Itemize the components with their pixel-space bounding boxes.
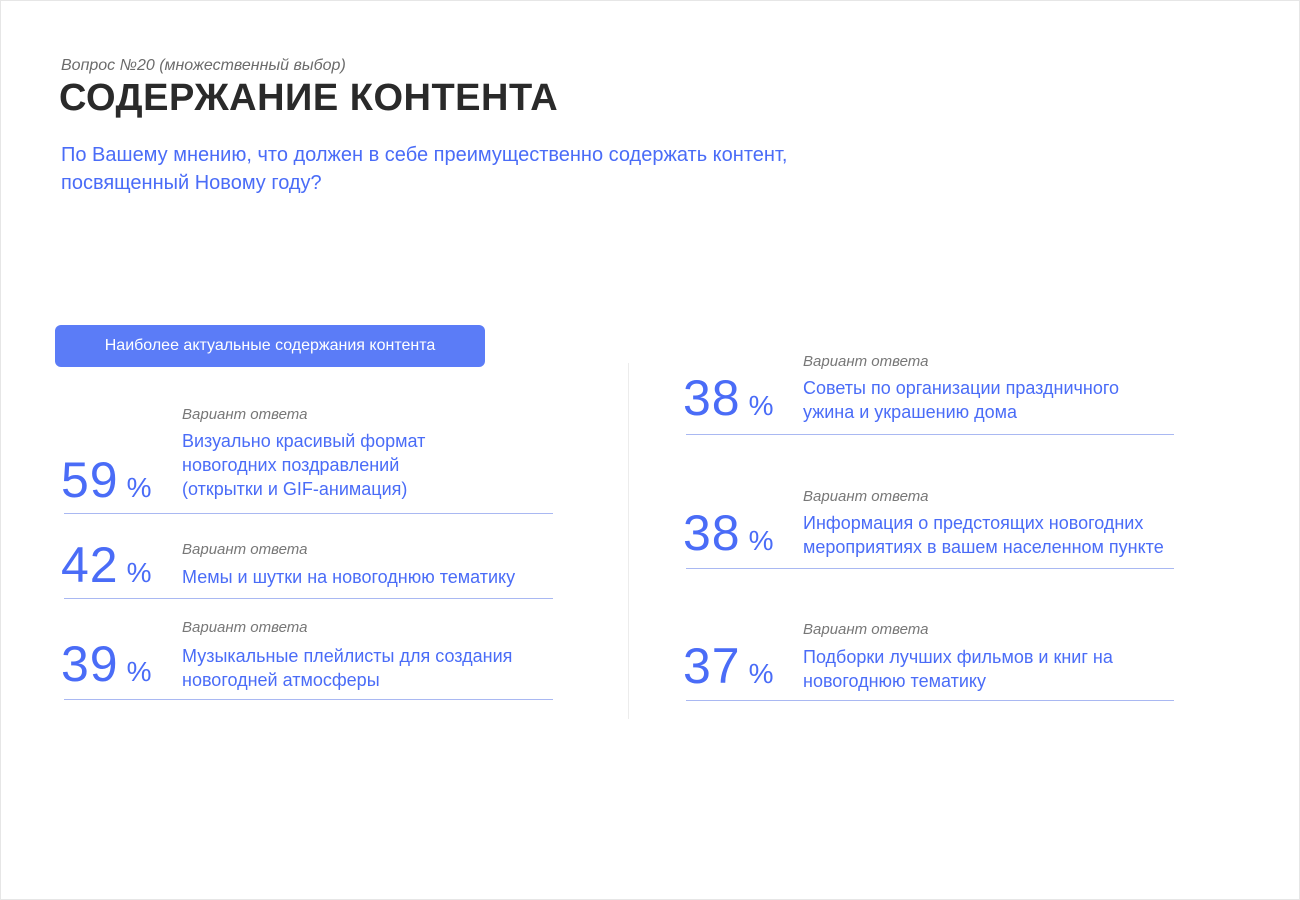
item-underline [64,513,553,514]
section-badge-label: Наиболее актуальные содержания контента [104,337,436,354]
percent-value [61,635,152,693]
variant-label: Вариант ответа [803,621,929,638]
variant-label: Вариант ответа [182,406,308,423]
question-number: Вопрос №20 (множественный выбор) [61,57,346,74]
item-underline [64,699,553,700]
variant-label: Вариант ответа [182,619,308,636]
variant-label: Вариант ответа [182,541,308,558]
percent-sign: % [126,656,152,687]
column-divider [628,363,629,719]
item-underline [64,598,553,599]
percent-value [61,451,152,509]
variant-label: Вариант ответа [803,488,929,505]
answer-text: Визуально красивый формат новогодних поздравлений (открытки и GIF-анимация) [182,431,426,499]
percent-value [61,536,152,594]
item-underline [686,700,1174,701]
answer-text: Музыкальные плейлисты для создания новогодней атмосферы [182,646,513,690]
percent-value [683,504,774,562]
percent-sign: % [126,557,152,588]
percent-value [683,369,774,427]
percent-number: 38 [683,370,741,426]
percent-sign: % [748,525,774,556]
answer-text: Информация о предстоящих новогодних мероприятиях в вашем населенном пункте [803,513,1164,557]
page-title: СОДЕРЖАНИЕ КОНТЕНТА [59,77,559,119]
percent-sign: % [126,472,152,503]
variant-label: Вариант ответа [803,353,929,370]
percent-number: 39 [61,636,119,692]
question-text: По Вашему мнению, что должен в себе преимущественно содержать контент, посвященный Новому году? [61,144,788,194]
section-badge [55,325,485,367]
answer-text: Подборки лучших фильмов и книг на новогоднюю тематику [803,647,1113,691]
percent-number: 42 [61,537,119,593]
percent-number: 37 [683,638,741,694]
percent-number: 38 [683,505,741,561]
item-underline [686,568,1174,569]
item-underline [686,434,1174,435]
percent-sign: % [748,390,774,421]
percent-sign: % [748,658,774,689]
answer-text: Советы по организации праздничного ужина и украшению дома [803,378,1120,422]
answer-text: Мемы и шутки на новогоднюю тематику [182,567,516,587]
percent-value [683,637,774,695]
percent-number: 59 [61,452,119,508]
